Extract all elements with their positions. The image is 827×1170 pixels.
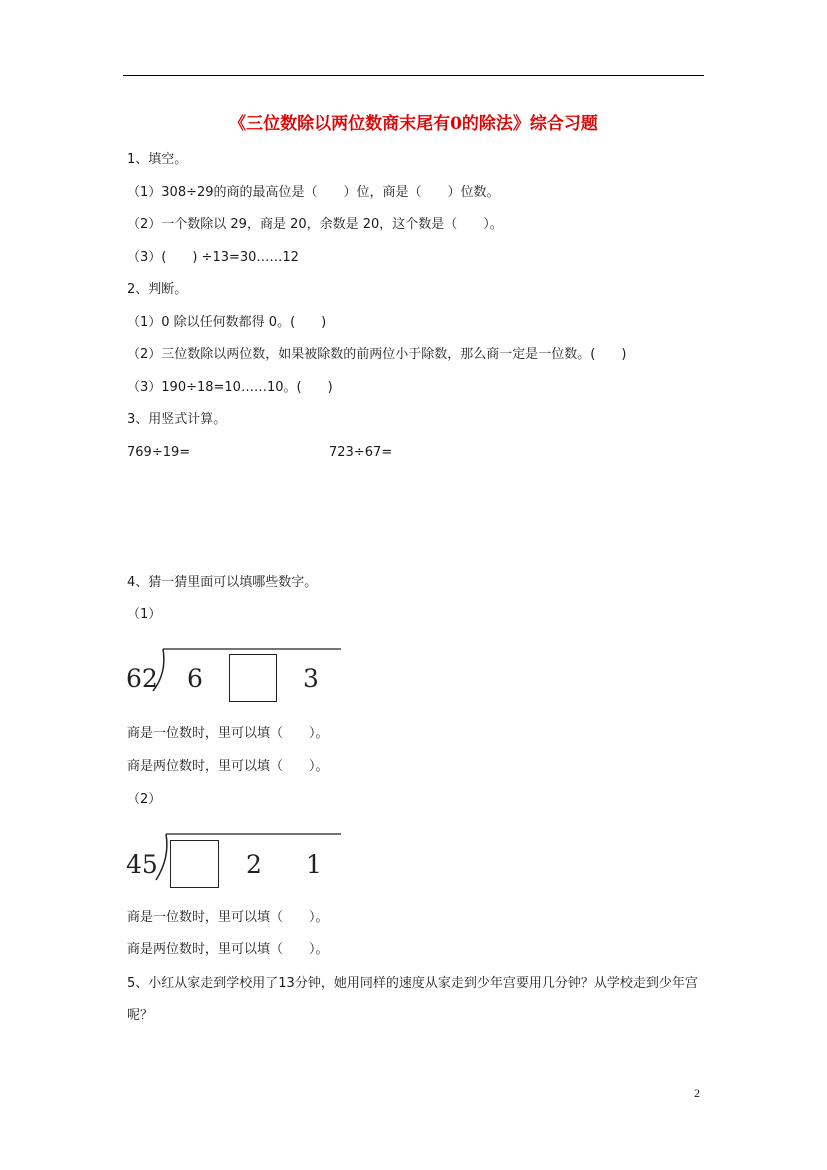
page-title: 《三位数除以两位数商末尾有0的除法》综合习题 (229, 114, 598, 134)
s2-question-2: （2）三位数除以两位数，如果被除数的前两位小于除数，那么商一定是一位数。( ) (127, 347, 627, 362)
s3-calc-b: 723÷67= (329, 445, 393, 460)
s4-p2-answer-two: 商是两位数时，里可以填（ ）。 (127, 942, 329, 957)
s2-question-1: （1）0 除以任何数都得 0。( ) (127, 315, 327, 330)
s4-p2-answer-one: 商是一位数时，里可以填（ ）。 (127, 910, 329, 925)
s1-question-1: （1）308÷29的商的最高位是（ ）位，商是（ ）位数。 (127, 185, 500, 200)
page-number: 2 (694, 1086, 700, 1100)
section-4-heading: 4、猜一猜里面可以填哪些数字。 (127, 575, 318, 590)
division-figure-1 (120, 643, 350, 703)
dividend-digit-1a: 6 (187, 664, 203, 693)
s1-question-3: （3）( ) ÷13=30……12 (127, 250, 299, 265)
divisor-1: 62 (126, 664, 158, 693)
s4-p1-answer-one: 商是一位数时，里可以填（ ）。 (127, 726, 329, 741)
dividend-digit-2b: 2 (246, 850, 262, 879)
blank-box-2 (170, 840, 219, 888)
dividend-digit-1c: 3 (303, 664, 319, 693)
dividend-digit-2c: 1 (306, 850, 322, 879)
division-figure-2 (120, 830, 350, 892)
s4-part-2-label: （2） (127, 792, 162, 807)
s1-question-2: （2）一个数除以 29，商是 20，余数是 20，这个数是（ ）。 (127, 217, 503, 232)
section-3-heading: 3、用竖式计算。 (127, 412, 227, 427)
blank-box-1 (229, 654, 277, 702)
s3-calc-a: 769÷19= (127, 445, 191, 460)
section-2-heading: 2、判断。 (127, 282, 188, 297)
s4-p1-answer-two: 商是两位数时，里可以填（ ）。 (127, 759, 329, 774)
s4-part-1-label: （1） (127, 607, 162, 622)
section-1-heading: 1、填空。 (127, 152, 188, 167)
header-rule (123, 75, 704, 76)
s2-question-3: （3）190÷18=10……10。( ) (127, 380, 333, 395)
section-5-question: 5、小红从家走到学校用了13分钟，她用同样的速度从家走到少年宫要用几分钟？从学校走到少年宫呢？ (127, 976, 698, 1023)
divisor-2: 45 (126, 850, 158, 879)
